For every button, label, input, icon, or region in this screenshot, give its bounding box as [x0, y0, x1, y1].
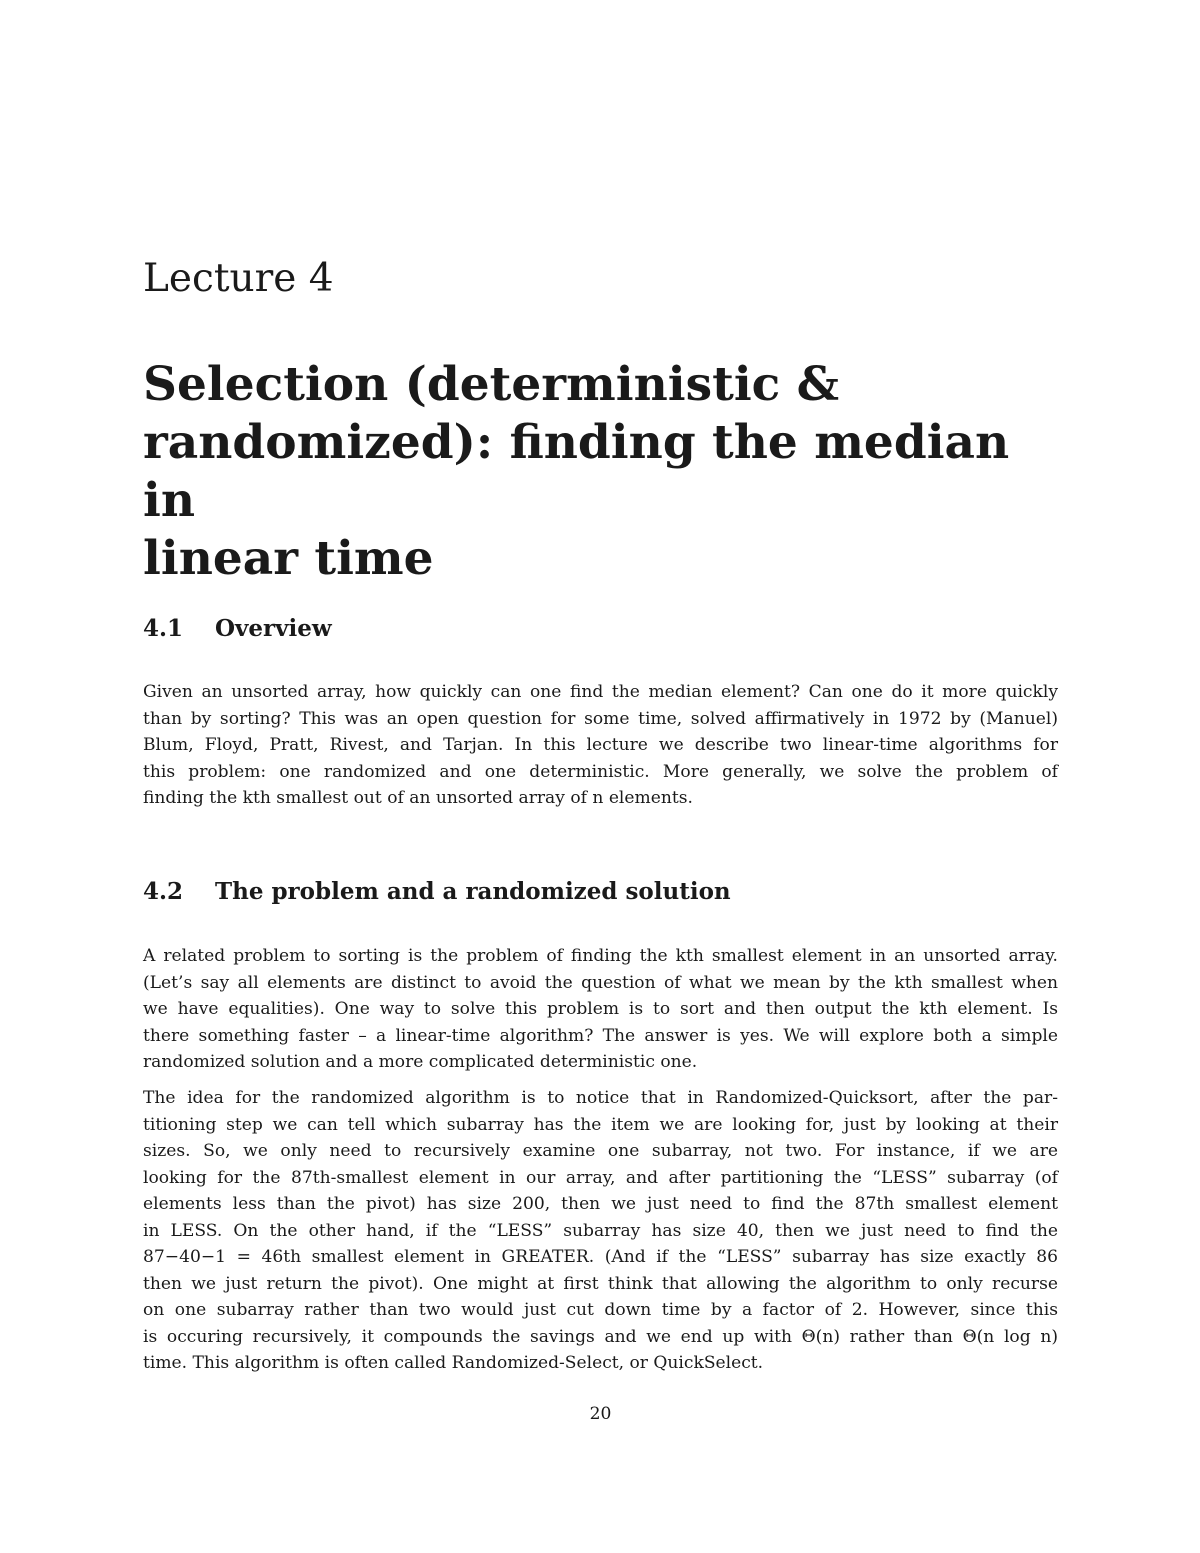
- text-line: looking for the 87th-smallest element in our array, and after partitioning the “LESS” subarray (of: [143, 1167, 1058, 1188]
- text-line: in LESS. On the other hand, if the “LESS” subarray has size 40, then we just need to find the: [143, 1220, 1058, 1241]
- page-number: 20: [589, 1404, 612, 1424]
- document-page: [143, 0, 1058, 1553]
- text-line: elements less than the pivot) has size 200, then we just need to find the 87th smallest element: [143, 1194, 1058, 1214]
- section-heading-overview: [143, 614, 332, 644]
- text-line: (Let’s say all elements are distinct to avoid the question of what we mean by the kth smallest when: [143, 972, 1058, 993]
- section-number: 4.2: [143, 878, 184, 905]
- text-line: Blum, Floyd, Pratt, Rivest, and Tarjan. In this lecture we describe two linear-time algorithms for: [143, 735, 1058, 755]
- text-line: titioning step we can tell which subarray has the item we are looking for, just by looking at their: [143, 1114, 1058, 1135]
- text-line: finding the kth smallest out of an unsorted array of n elements.: [143, 788, 693, 808]
- text-line: A related problem to sorting is the problem of finding the kth smallest element in an unsorted array.: [143, 946, 1058, 966]
- text-line: then we just return the pivot). One might at first think that allowing the algorithm to only recurse: [143, 1273, 1058, 1294]
- text-line: there something faster – a linear-time algorithm? The answer is yes. We will explore both a simple: [143, 1025, 1058, 1046]
- text-line: than by sorting? This was an open question for some time, solved affirmatively in 1972 by (Manuel): [143, 708, 1058, 729]
- paragraph: [143, 679, 1058, 812]
- text-line: time. This algorithm is often called Randomized-Select, or QuickSelect.: [143, 1353, 764, 1373]
- chapter-title-line: Selection (deterministic &: [143, 357, 840, 412]
- section-heading-randomized-solution: [143, 877, 731, 907]
- text-line: Given an unsorted array, how quickly can one find the median element? Can one do it more quickly: [143, 682, 1058, 702]
- paragraph: [143, 943, 1058, 1076]
- text-line: is occuring recursively, it compounds the savings and we end up with Θ(n) rather than Θ(n log n): [143, 1326, 1058, 1347]
- text-line: we have equalities). One way to solve this problem is to sort and then output the kth element. Is: [143, 999, 1058, 1019]
- text-line: on one subarray rather than two would just cut down time by a factor of 2. However, since this: [143, 1300, 1058, 1320]
- text-line: sizes. So, we only need to recursively examine one subarray, not two. For instance, if we are: [143, 1141, 1058, 1161]
- section-number: 4.1: [143, 615, 184, 642]
- chapter-title-line: randomized): finding the median in: [143, 415, 1010, 528]
- lecture-label: Lecture 4: [143, 256, 334, 301]
- text-line: this problem: one randomized and one deterministic. More generally, we solve the problem of: [143, 761, 1058, 782]
- text-line: randomized solution and a more complicated deterministic one.: [143, 1052, 698, 1072]
- text-line: 87−40−1 = 46th smallest element in GREATER. (And if the “LESS” subarray has size exactly 86: [143, 1247, 1058, 1267]
- paragraph: [143, 1085, 1058, 1377]
- section-title: The problem and a randomized solution: [215, 878, 731, 905]
- section-title: Overview: [215, 615, 332, 642]
- chapter-title: [143, 356, 1058, 588]
- text-line: The idea for the randomized algorithm is to notice that in Randomized-Quicksort, after the par-: [143, 1088, 1058, 1108]
- chapter-title-line: linear time: [143, 531, 434, 586]
